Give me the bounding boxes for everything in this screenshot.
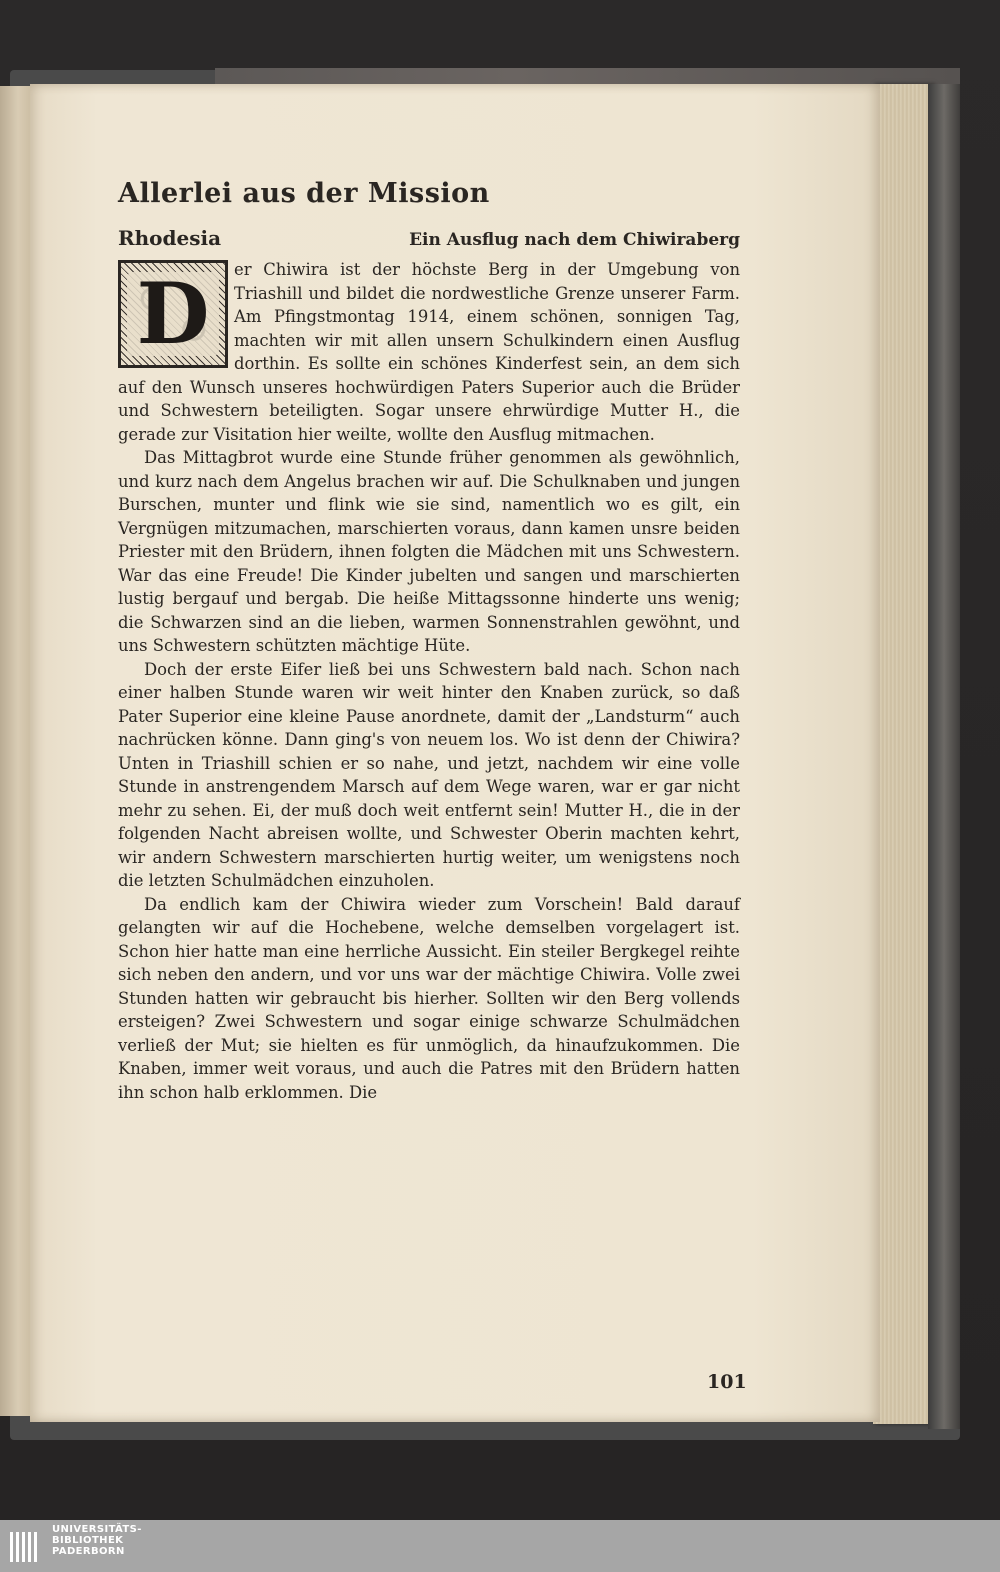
book-page (30, 84, 880, 1422)
book-cover-top-edge (215, 68, 960, 84)
library-name-line-3: PADERBORN (52, 1546, 125, 1557)
article-title: Ein Ausflug nach dem Chiwiraberg (409, 230, 740, 250)
region-heading: Rhodesia (118, 226, 222, 250)
subheading-row (118, 222, 740, 258)
paragraph-1 (118, 258, 740, 446)
library-footer (0, 1520, 1000, 1572)
page-content (118, 174, 740, 1104)
paragraph-4: Da endlich kam der Chiwira wieder zum Vorschein! Bald darauf gelangten wir auf die Hochebene, welche demselben vorgelagert ist. Schon hier hatte man eine herrliche Aussicht. Ein steiler Bergkegel reihte sich neben den andern, und vor uns war der mächtige Chiwira. Volle zwei Stunden hatten wir gebraucht bis hierher. Sollten wir den Berg vollends ersteigen? Zwei Schwestern und sogar einige schwarze Schulmädchen verließ der Mut; sie hielten es für unmöglich, da hinaufzukommen. Die Knaben, immer weit voraus, und auch die Patres mit den Brüdern hatten ihn schon halb erklommen. Die (118, 894, 740, 1102)
left-page-edge (0, 86, 32, 1416)
section-title: Allerlei aus der Mission (118, 178, 490, 209)
decorated-initial (118, 260, 228, 368)
book-cover-right-edge (928, 84, 960, 1429)
library-logo-icon (8, 1528, 46, 1566)
library-name-line-2: BIBLIOTHEK (52, 1535, 124, 1546)
library-name-line-1: UNIVERSITÄTS- (52, 1524, 142, 1535)
initial-letter: D (127, 272, 220, 356)
paragraph-2: Das Mittagbrot wurde eine Stunde früher genommen als gewöhnlich, und kurz nach dem Angelus brachen wir auf. Die Schulknaben und jungen Burschen, munter und flink wie sie sind, namentlich wo es gilt, ein Vergnügen mitzumachen, marschierten voraus, dann kamen unsre beiden Priester mit den Brüdern, ihnen folgten die Mädchen mit uns Schwestern. War das eine Freude! Die Kinder jubelten und sangen und marschierten lustig bergauf und bergab. Die heiße Mittagssonne hinderte uns wenig; die Schwarzen sind an die lieben, warmen Sonnenstrahlen gewöhnt, und uns Schwestern schützten mächtige Hüte. (118, 448, 740, 655)
paragraph-1-text: er Chiwira ist der höchste Berg in der Umgebung von Triashill und bildet die nordwestliche Grenze unserer Farm. Am Pfingstmontag 1914, einem schönen, sonnigen Tag, machten wir mit allen unsern Schulkindern einen Ausflug dorthin. Es sollte ein schönes Kinderfest sein, an dem sich auf den Wunsch unseres hochwürdigen Paters Superior auch die Brüder und Schwestern beteiligten. Sogar unsere ehrwürdige Mutter H., die gerade zur Visitation hier weilte, wollte den Ausflug mitmachen. (118, 260, 740, 444)
library-name (52, 1524, 142, 1557)
paragraph-3: Doch der erste Eifer ließ bei uns Schwestern bald nach. Schon nach einer halben Stunde waren wir weit hinter den Knaben zurück, so daß Pater Superior eine kleine Pause anordnete, damit der „Landsturm“ auch nachrücken könne. Dann ging's von neuem los. Wo ist denn der Chiwira? Unten in Triashill schien er so nahe, und jetzt, nachdem wir eine volle Stunde in anstrengendem Marsch auf dem Wege waren, war er gar nicht mehr zu sehen. Ei, der muß doch weit entfernt sein! Mutter H., die in der folgenden Nacht abreisen wollte, und Schwester Oberin machten kehrt, wir andern Schwestern marschierten hurtig weiter, um wenigstens noch die letzten Schulmädchen einzuholen. (118, 659, 740, 890)
page-stack-edge (873, 84, 933, 1424)
page-number: 101 (707, 1371, 747, 1393)
